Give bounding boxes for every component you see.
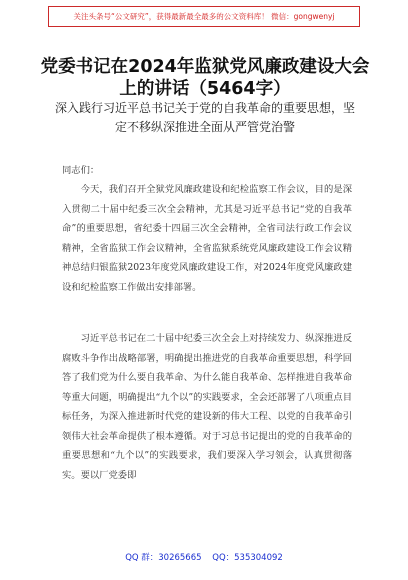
paragraph: 习近平总书记在二十届中纪委三次全会上对持续发力、纵深推进反腐败斗争作出战略部署，明确提出推进党的自我革命重要思想，科学回答了我们党为什么要自我革命、为什么能自我革命、怎样推进自我革命等重大问题，明确提出“九个以”的实践要求，全会还部署了八项重点目标任务，为深入推进新时代党的建设新的伟大工程、以党的自我革命引领伟大社会革命提供了根本遵循。对于习总书记提出的党的自我革命的重要思想和“九个以”的实践要求，我们要深入学习领会，认真贯彻落实。要以厂党委即 — [62, 333, 352, 481]
promo-banner: 关注头条号“公文研究”，获得最新最全最多的公文资料库！ 微信：gongwenyj — [48, 6, 360, 27]
footer-qq-group: QQ 群：30265665 — [125, 553, 202, 563]
salutation: 同志们： — [62, 165, 100, 176]
footer-qq: QQ：535304092 — [212, 553, 283, 563]
footer-contact — [0, 551, 408, 563]
document-subtitle: 深入践行习近平总书记关于党的自我革命的重要思想，坚定不移纵深推进全面从严管党治警 — [54, 101, 355, 134]
paragraph: 今天，我们召开全狱党风廉政建设和纪检监察工作会议，目的是深入贯彻二十届中纪委三次全会精神，尤其是习近平总书记“党的自我革命”的重要思想，省纪委十四届三次全会精神，全省司法行政工作会议精神，全省监狱工作会议精神，全省监狱系统党风廉政建设工作会议精神总结归银监狱2023年度党风廉政建设工作，对2024年度党风廉政建设和纪检监察工作做出安排部署。 — [62, 184, 352, 293]
document-title: 党委书记在2024年监狱党风廉政建设大会上的讲话（5464字） — [40, 57, 370, 99]
